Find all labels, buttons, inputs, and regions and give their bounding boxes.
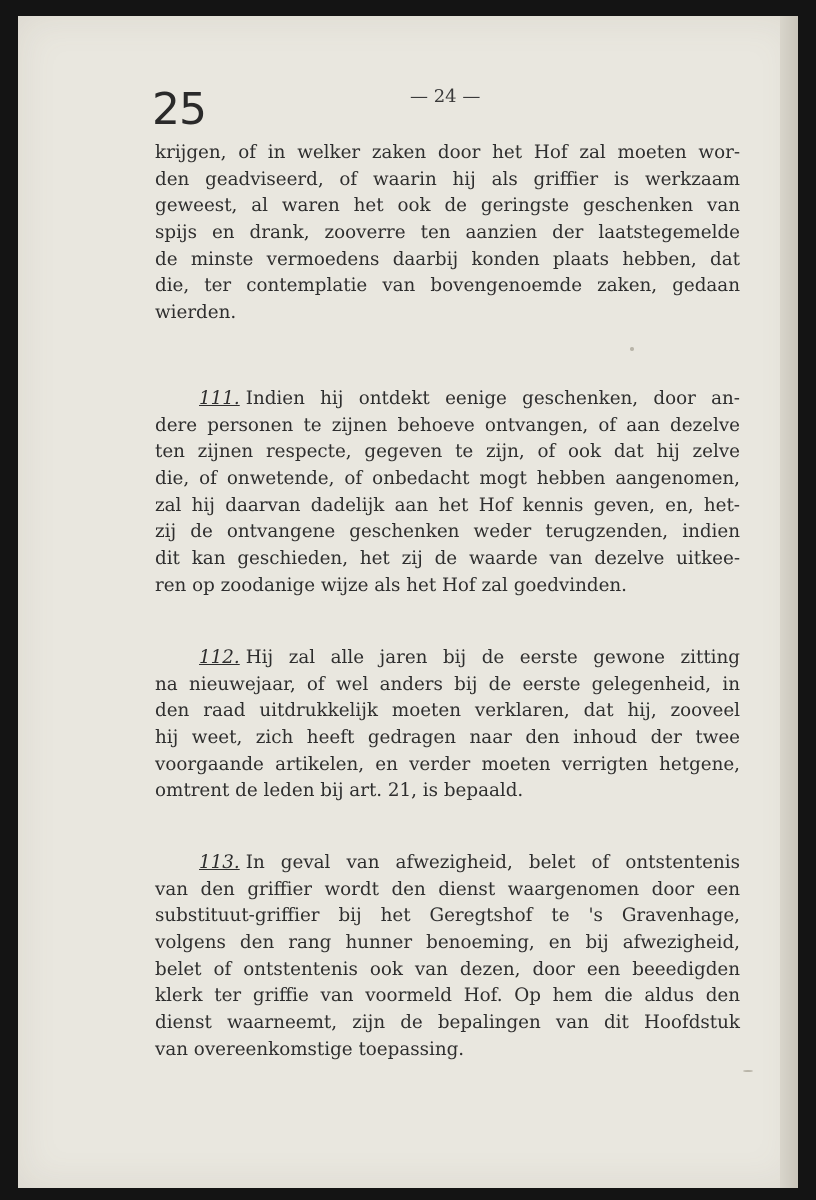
text-line: klerk ter griffie van voormeld Hof. Op hem die aldus den [155,985,740,1007]
text-line: geweest, al waren het ook de geringste geschenken van [155,195,740,217]
page-number: — 24 — [410,86,481,107]
text-line: die, ter contemplatie van bovengenoemde zaken, gedaan [155,275,740,297]
text-line: de minste vermoedens daarbij konden plaats hebben, dat [155,248,740,270]
paragraph-continuation [155,140,740,327]
text-line: krijgen, of in welker zaken door het Hof zal moeten wor- [155,142,740,163]
text-line: den geadviseerd, of waarin hij als griffier is werkzaam [155,168,740,190]
text-line-content: Indien hij ontdekt eenige geschenken, door an- [245,388,740,409]
text-line-content: In geval van afwezigheid, belet of ontstentenis [245,852,740,873]
text-line: ren op zoodanige wijze als het Hof zal goedvinden. [155,574,627,596]
article-112 [155,645,740,805]
text-line: dere personen te zijnen behoeve ontvangen, of aan dezelve [155,414,740,436]
text-line: na nieuwejaar, of wel anders bij de eerste gelegenheid, in [155,673,740,695]
text-line [155,645,740,672]
text-line: volgens den rang hunner benoeming, en bij afwezigheid, [155,932,740,954]
text-line: dit kan geschieden, het zij de waarde van dezelve uitkee- [155,548,740,570]
article-111 [155,386,740,600]
text-line: van den griffier wordt den dienst waargenomen door een [155,878,740,900]
paper-speck [743,1070,753,1072]
text-line [155,850,740,877]
text-line-content: Hij zal alle jaren bij de eerste gewone zitting [245,647,740,668]
article-number: 112. [199,647,240,668]
article-113 [155,850,740,1064]
text-line: belet of ontstentenis ook van dezen, door een beeedigden [155,958,740,980]
paper-speck [630,347,634,351]
text-line: substituut-griffier bij het Geregtshof te 's Gravenhage, [155,905,740,927]
article-number: 113. [199,852,240,873]
article-number: 111. [199,388,240,409]
folio-number: 25 [152,84,206,135]
text-line: voorgaande artikelen, en verder moeten verrigten hetgene, [155,753,740,775]
text-line: zal hij daarvan dadelijk aan het Hof kennis geven, en, het- [155,494,740,516]
text-line: wierden. [155,302,237,324]
text-line: omtrent de leden bij art. 21, is bepaald. [155,780,524,802]
text-line: van overeenkomstige toepassing. [155,1038,465,1060]
text-line: den raad uitdrukkelijk moeten verklaren, dat hij, zooveel [155,700,740,722]
text-line: die, of onwetende, of onbedacht mogt hebben aangenomen, [155,468,740,490]
text-line: ten zijnen respecte, gegeven te zijn, of ook dat hij zelve [155,441,740,463]
page-edge [780,16,798,1188]
text-line: spijs en drank, zooverre ten aanzien der laatstegemelde [155,222,740,244]
text-line: dienst waarneemt, zijn de bepalingen van dit Hoofdstuk [155,1012,740,1034]
text-line: zij de ontvangene geschenken weder terugzenden, indien [155,521,740,543]
text-line: hij weet, zich heeft gedragen naar den inhoud der twee [155,727,740,749]
text-line [155,386,740,413]
